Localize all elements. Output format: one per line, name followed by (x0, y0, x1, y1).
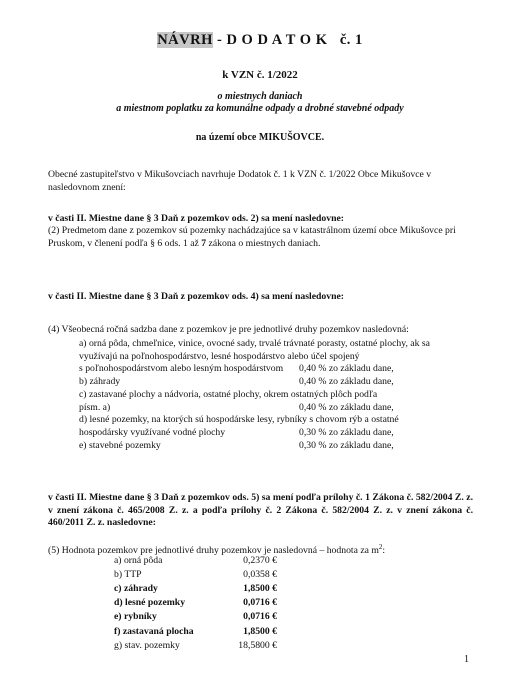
land-type-label: f) zastavaná plocha (114, 625, 194, 637)
section-1-text-a: (2) Predmetom dane z pozemkov sú pozemky nachádzajúce sa v katastrálnom území obce Mikušovce pri Pruskom, v členení podľa § 6 ods. 1 až (48, 225, 456, 249)
subtitle-line-1: o miestnych daniach (217, 91, 303, 102)
tax-rate-row (79, 401, 394, 414)
section-1-heading: v časti II. Miestne dane § 3 Daň z pozemkov ods. 2) sa mení nasledovne: (48, 213, 345, 224)
section-3-intro-text: (5) Hodnota pozemkov pre jednotlivé druhy pozemkov je nasledovná – hodnota za m (48, 545, 379, 557)
land-type-label: e) rybníky (114, 611, 157, 623)
land-value-amount: 0,0716 € (243, 611, 277, 623)
land-type-label: d) lesné pozemky (114, 597, 186, 609)
land-value-amount: 1,8500 € (243, 583, 277, 595)
tax-rate-value: 0,40 % zo základu dane, (299, 401, 394, 413)
territory-line: na území obce MIKUŠOVCE. (195, 132, 325, 143)
section-2-heading: v časti II. Miestne dane § 3 Daň z pozemkov ods. 4) sa mení nasledovne: (48, 291, 345, 302)
tax-rate-row (79, 413, 399, 426)
vzn-reference: k VZN č. 1/2022 (222, 69, 298, 81)
tax-rate-label: d) lesné pozemky, na ktorých sú hospodárske lesy, rybníky s chovom rýb a ostatné (79, 414, 399, 426)
section-3-heading: v časti II. Miestne dane § 3 Daň z pozemkov ods. 5) sa mení podľa prílohy č. 1 Zákona č. 582/2004 Z. z. v znení zákona č. 465/2008 Z. z. a podľa prílohy č. 2 Zákona č. 582/2004 Z. z. v znení zákona č. 460/2011 Z. z. nasledovne: (48, 492, 473, 528)
tax-rate-label: a) orná pôda, chmeľnice, vinice, ovocné sady, trvalé trávnaté porasty, ostatné plochy, ak sa (79, 338, 430, 349)
land-value-amount: 18,5800 € (238, 639, 277, 651)
section-3-intro-sup: 2 (378, 543, 383, 551)
land-value-amount: 0,0358 € (243, 569, 277, 581)
tax-rate-label: e) stavebné pozemky (79, 439, 161, 451)
land-value-row (114, 555, 277, 568)
land-value-row (114, 597, 277, 610)
land-value-row (114, 569, 277, 582)
section-3-intro-end: : (382, 545, 386, 557)
section-1-text-bold: 7 (201, 237, 207, 249)
tax-rate-value: 0,30 % zo základu dane, (299, 426, 394, 438)
tax-rate-value: 0,30 % zo základu dane, (299, 439, 394, 451)
document-subtitle (0, 91, 520, 115)
land-value-row (114, 611, 277, 624)
land-type-label: g) stav. pozemky (114, 639, 180, 651)
land-type-label: a) orná pôda (114, 555, 163, 566)
tax-rate-label: písm. a) (79, 401, 111, 413)
tax-rate-label: hospodársky využívané vodné plochy (79, 426, 226, 438)
tax-rate-value: 0,40 % zo základu dane, (299, 376, 394, 388)
land-value-amount: 1,8500 € (243, 625, 277, 637)
tax-rate-label: b) záhrady (79, 376, 121, 388)
tax-rate-label: s poľnohospodárstvom alebo lesným hospodárstvom (79, 363, 284, 375)
tax-rate-value: 0,40 % zo základu dane, (299, 363, 394, 375)
tax-rate-row (79, 337, 430, 350)
tax-rate-label: využívajú na poľnohospodárstvo, lesné hospodárstvo alebo účel spojený (79, 350, 360, 362)
page-number: 1 (464, 654, 469, 665)
land-value-row (114, 583, 277, 596)
section-2-intro: (4) Všeobecná ročná sadzba dane z pozemkov je pre jednotlivé druhy pozemkov nasledovná: (48, 324, 409, 335)
tax-rate-row (79, 388, 377, 401)
tax-rate-label: c) zastavané plochy a nádvoria, ostatné plochy, okrem ostatných plôch podľa (79, 388, 378, 400)
land-value-amount: 0,0716 € (243, 597, 277, 609)
tax-rate-row (79, 426, 394, 439)
land-value-row (114, 639, 277, 653)
section-1-text (48, 225, 473, 250)
land-value-row (114, 625, 277, 639)
title-rest: - D O D A T O K č. 1 (212, 32, 363, 48)
tax-rate-row (79, 439, 394, 452)
tax-rate-row (79, 350, 360, 363)
subtitle-line-2: a miestnom poplatku za komunálne odpady a drobné stavebné odpady (116, 103, 404, 114)
document-title (0, 32, 520, 49)
land-value-amount: 0,2370 € (243, 555, 277, 566)
land-type-label: b) TTP (114, 569, 142, 581)
section-1-text-b: zákona o miestnych daniach. (206, 237, 321, 249)
title-draft-highlight: NÁVRH (157, 32, 213, 48)
tax-rate-row (79, 362, 394, 375)
land-type-label: c) záhrady (114, 583, 158, 595)
tax-rate-row (79, 375, 394, 388)
intro-paragraph: Obecné zastupiteľstvo v Mikušovciach navrhuje Dodatok č. 1 k VZN č. 1/2022 Obce Mikušovce v nasledovnom znení: (48, 169, 432, 193)
